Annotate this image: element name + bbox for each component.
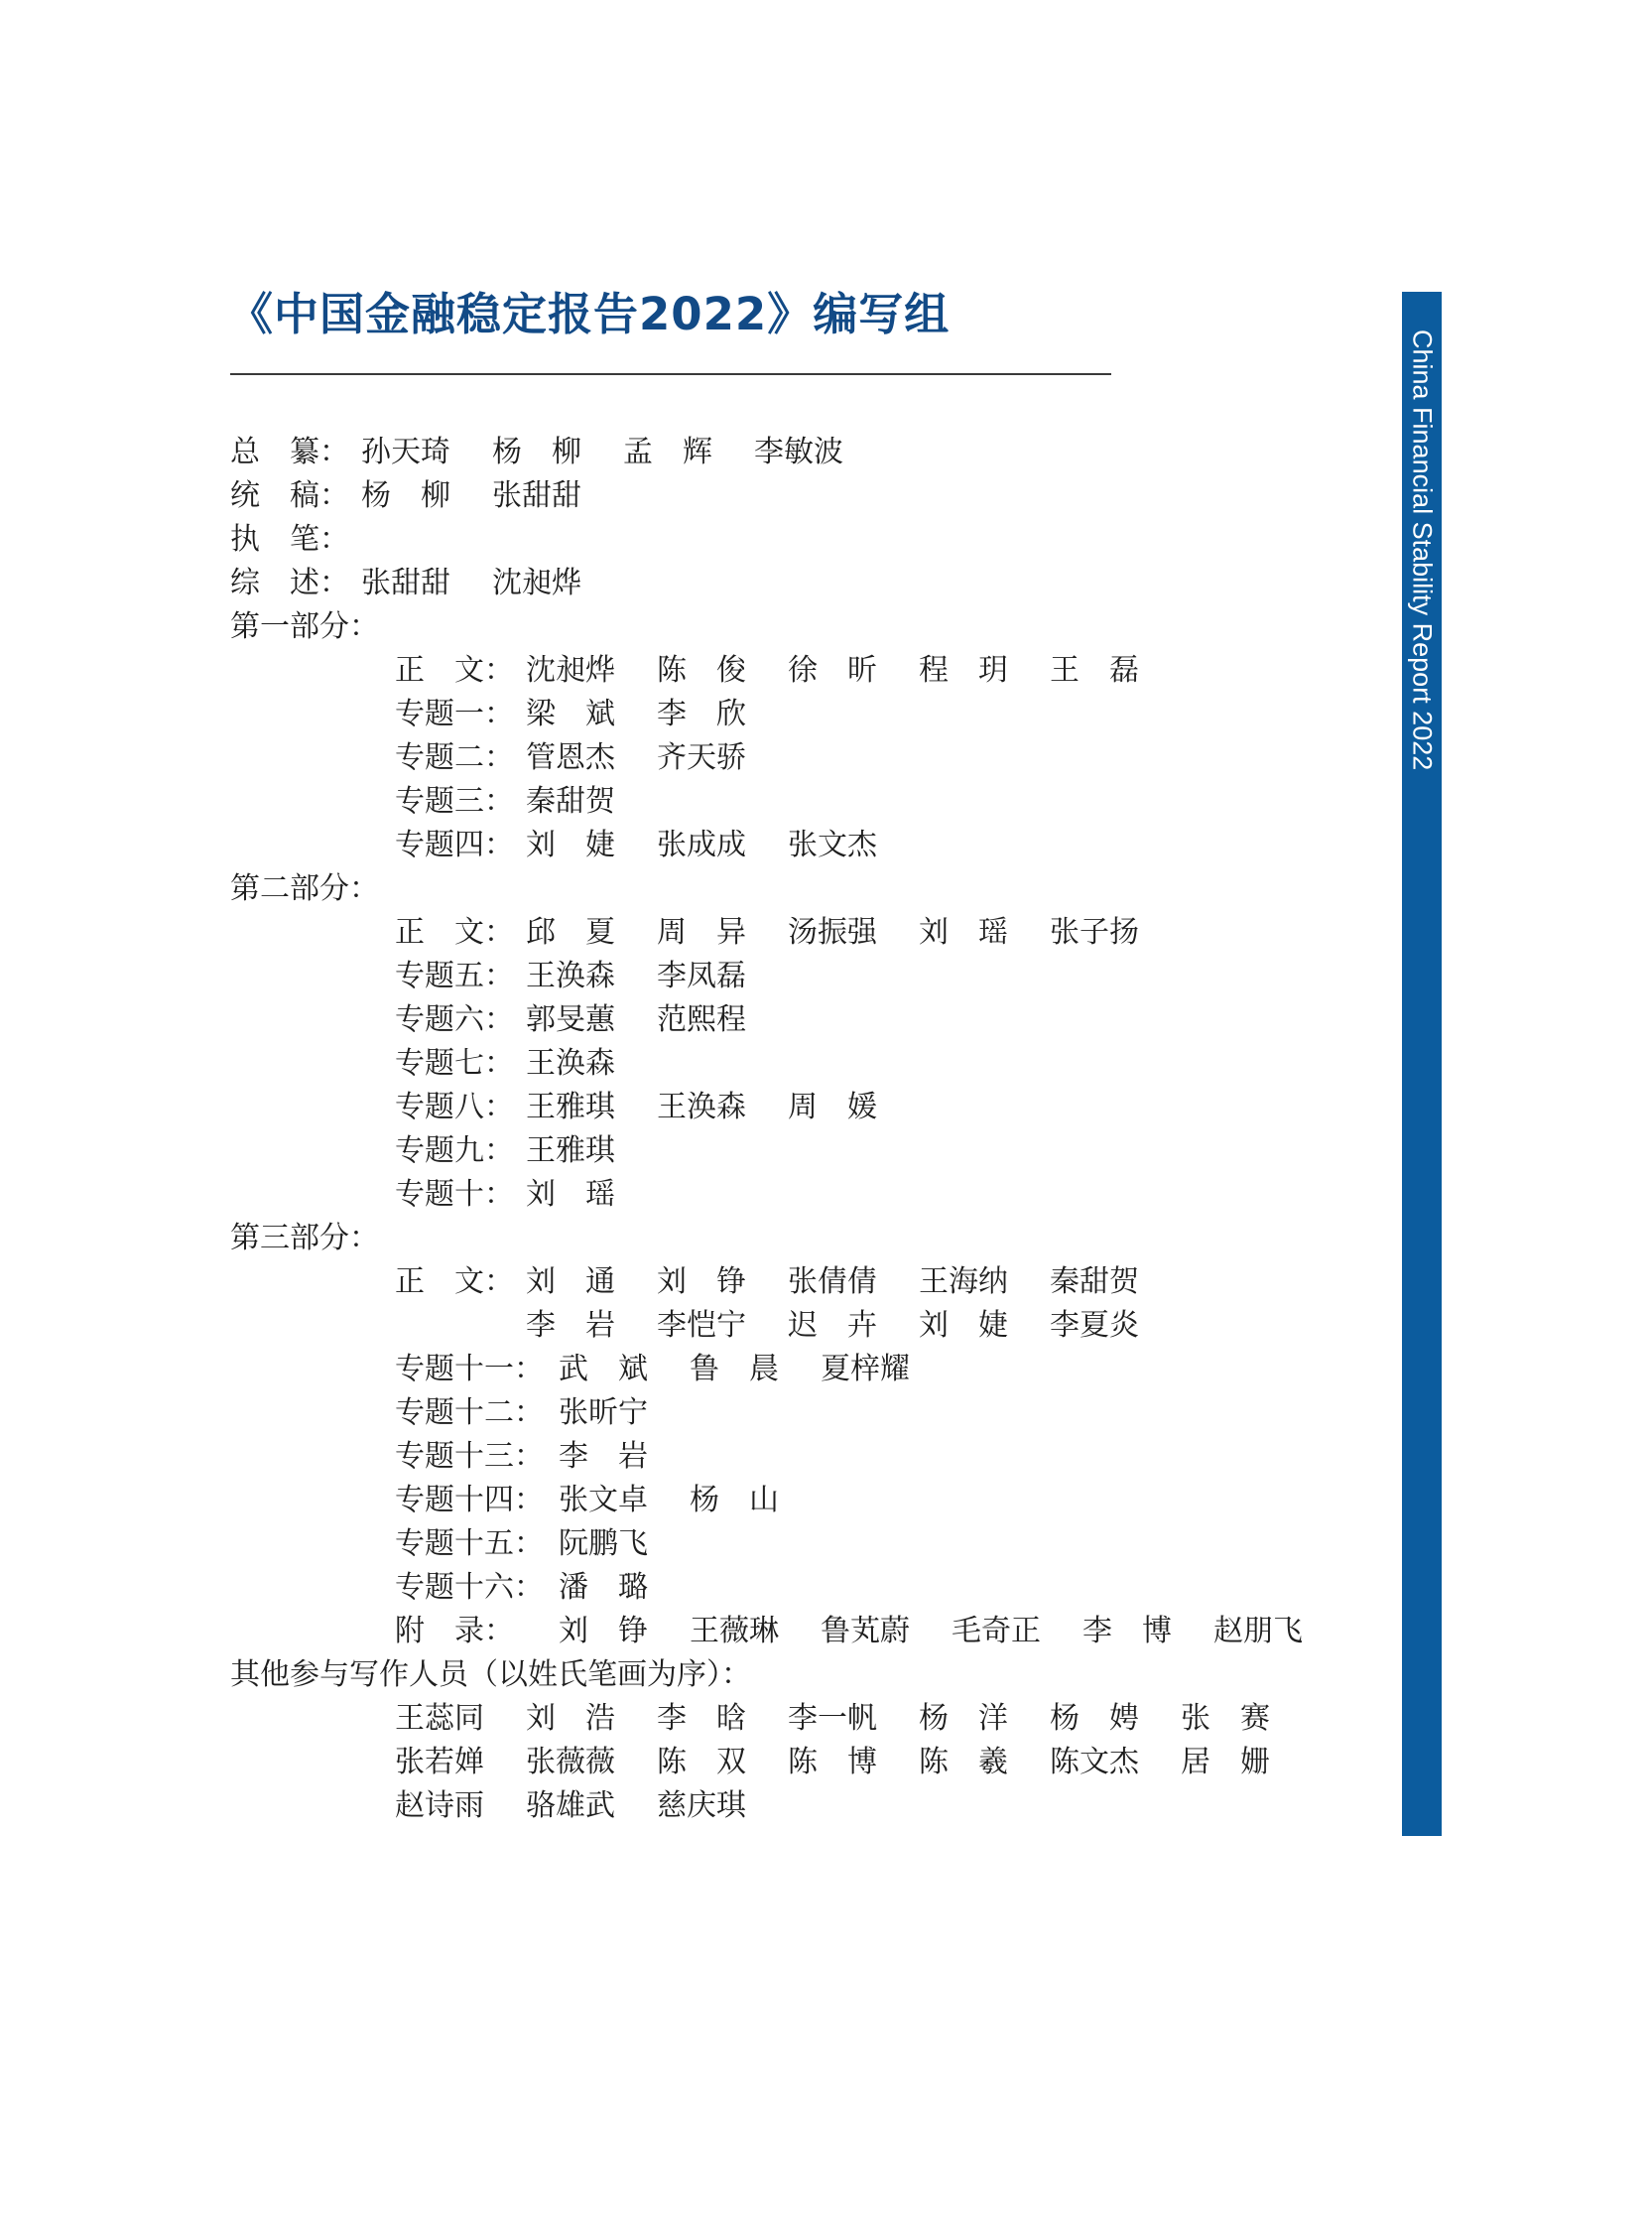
name-group <box>559 1479 779 1522</box>
person-name: 王涣森 <box>526 1046 615 1081</box>
person-name: 王 磊 <box>1050 653 1139 688</box>
person-name: 刘 婕 <box>526 828 615 862</box>
person-name: 刘 通 <box>526 1264 615 1299</box>
part-heading-3 <box>230 1217 379 1260</box>
role-label: 总 纂： <box>230 435 349 469</box>
person-name: 刘 铮 <box>657 1264 746 1299</box>
role-line-part2-main <box>395 911 1139 955</box>
person-name: 邱 夏 <box>526 915 615 950</box>
name-group <box>559 1522 648 1566</box>
person-name: 孙天琦 <box>361 435 450 469</box>
person-name: 沈昶烨 <box>526 653 615 688</box>
person-name: 王薇琳 <box>690 1614 779 1648</box>
role-label: 专题十六： <box>395 1570 544 1605</box>
person-name: 杨 柳 <box>492 435 581 469</box>
person-name: 李 岩 <box>559 1439 648 1474</box>
person-name: 张若婵 <box>395 1745 484 1779</box>
person-name: 张甜甜 <box>361 566 450 600</box>
person-name: 刘 瑶 <box>919 915 1008 950</box>
role-label: 正 文： <box>395 653 514 688</box>
person-name: 刘 浩 <box>526 1701 615 1736</box>
person-name: 陈文杰 <box>1050 1745 1139 1779</box>
role-label: 专题十三： <box>395 1439 544 1474</box>
role-line-topic-7 <box>395 1042 615 1086</box>
person-name: 杨 娉 <box>1050 1701 1139 1736</box>
person-name: 杨 柳 <box>361 478 450 513</box>
name-group <box>395 1741 1270 1784</box>
person-name: 李凤磊 <box>657 959 746 993</box>
person-name: 王涣森 <box>526 959 615 993</box>
person-name: 李 晗 <box>657 1701 746 1736</box>
name-group <box>526 1129 615 1173</box>
person-name: 郭旻蕙 <box>526 1002 615 1037</box>
name-group <box>526 824 877 867</box>
person-name: 范熙程 <box>657 1002 746 1037</box>
person-name: 秦甜贺 <box>1050 1264 1139 1299</box>
person-name: 毛奇正 <box>952 1614 1041 1648</box>
person-name: 赵朋飞 <box>1213 1614 1303 1648</box>
name-group <box>361 474 581 518</box>
person-name: 陈 羲 <box>919 1745 1008 1779</box>
name-group <box>395 1784 746 1828</box>
person-name: 孟 辉 <box>623 435 712 469</box>
name-group <box>526 1086 877 1129</box>
role-label: 专题二： <box>395 740 514 775</box>
role-line-appendix <box>395 1610 1303 1653</box>
person-name: 梁 斌 <box>526 697 615 731</box>
role-label: 专题十五： <box>395 1526 544 1561</box>
name-group <box>526 736 746 780</box>
role-line-topic-12 <box>395 1391 648 1435</box>
side-label <box>1391 329 1438 771</box>
person-name: 刘 婕 <box>919 1308 1008 1343</box>
part-label: 第三部分： <box>230 1221 379 1255</box>
other-contributors-row-2 <box>395 1741 1270 1784</box>
role-line-part3-main <box>395 1260 1139 1304</box>
name-group <box>526 955 746 998</box>
part-heading-1 <box>230 605 379 649</box>
person-name: 陈 俊 <box>657 653 746 688</box>
section-label: 其他参与写作人员（以姓氏笔画为序）： <box>230 1657 751 1692</box>
role-line-final-editor <box>230 474 581 518</box>
person-name: 齐天骄 <box>657 740 746 775</box>
name-group <box>361 431 843 474</box>
person-name: 刘 铮 <box>559 1614 648 1648</box>
person-name: 张薇薇 <box>526 1745 615 1779</box>
role-label: 专题十一： <box>395 1352 544 1386</box>
person-name: 程 玥 <box>919 653 1008 688</box>
role-line-topic-8 <box>395 1086 877 1129</box>
role-label: 正 文： <box>395 1264 514 1299</box>
part-label: 第二部分： <box>230 871 379 906</box>
other-contributors-heading <box>230 1653 751 1697</box>
person-name: 赵诗雨 <box>395 1788 484 1823</box>
name-group <box>526 649 1139 693</box>
name-group <box>559 1566 648 1610</box>
role-line-topic-15 <box>395 1522 648 1566</box>
role-line-topic-4 <box>395 824 877 867</box>
name-group <box>526 1260 1139 1304</box>
person-name: 汤振强 <box>788 915 877 950</box>
name-group <box>526 911 1139 955</box>
role-label: 专题四： <box>395 828 514 862</box>
name-group <box>559 1391 648 1435</box>
role-line-writers <box>230 518 361 562</box>
person-name: 王涣森 <box>657 1090 746 1124</box>
person-name: 李恺宁 <box>657 1308 746 1343</box>
person-name: 迟 卉 <box>788 1308 877 1343</box>
part-label: 第一部分： <box>230 609 379 644</box>
person-name: 潘 璐 <box>559 1570 648 1605</box>
person-name: 管恩杰 <box>526 740 615 775</box>
role-label: 统 稿： <box>230 478 349 513</box>
role-label: 专题六： <box>395 1002 514 1037</box>
role-label: 正 文： <box>395 915 514 950</box>
role-label: 专题八： <box>395 1090 514 1124</box>
role-line-topic-3 <box>395 780 615 824</box>
person-name: 王蕊同 <box>395 1701 484 1736</box>
person-name: 张昕宁 <box>559 1395 648 1430</box>
person-name: 夏梓耀 <box>821 1352 910 1386</box>
person-name: 杨 洋 <box>919 1701 1008 1736</box>
role-label: 专题一： <box>395 697 514 731</box>
role-label: 专题十四： <box>395 1483 544 1517</box>
role-line-topic-2 <box>395 736 746 780</box>
person-name: 李夏炎 <box>1050 1308 1139 1343</box>
role-line-topic-6 <box>395 998 746 1042</box>
part-heading-2 <box>230 867 379 911</box>
person-name: 陈 双 <box>657 1745 746 1779</box>
person-name: 张甜甜 <box>492 478 581 513</box>
person-name: 李 博 <box>1082 1614 1172 1648</box>
person-name: 张文杰 <box>788 828 877 862</box>
person-name: 鲁 晨 <box>690 1352 779 1386</box>
role-line-topic-9 <box>395 1129 615 1173</box>
role-label: 专题三： <box>395 784 514 819</box>
role-label: 专题九： <box>395 1133 514 1168</box>
name-group <box>526 693 746 736</box>
role-label: 专题十二： <box>395 1395 544 1430</box>
person-name: 李 岩 <box>526 1308 615 1343</box>
person-name: 鲁芄蔚 <box>821 1614 910 1648</box>
person-name: 骆雄武 <box>526 1788 615 1823</box>
person-name: 秦甜贺 <box>526 784 615 819</box>
role-line-part3-main-cont <box>526 1304 1139 1348</box>
person-name: 刘 瑶 <box>526 1177 615 1212</box>
role-label: 执 笔： <box>230 522 349 557</box>
role-label: 综 述： <box>230 566 349 600</box>
person-name: 张子扬 <box>1050 915 1139 950</box>
other-contributors-row-1 <box>395 1697 1270 1741</box>
name-group <box>559 1610 1303 1653</box>
role-line-chief-editor <box>230 431 843 474</box>
person-name: 沈昶烨 <box>492 566 581 600</box>
person-name: 周 异 <box>657 915 746 950</box>
person-name: 武 斌 <box>559 1352 648 1386</box>
person-name: 王雅琪 <box>526 1133 615 1168</box>
person-name: 居 姗 <box>1181 1745 1270 1779</box>
person-name: 张文卓 <box>559 1483 648 1517</box>
role-label: 专题七： <box>395 1046 514 1081</box>
role-line-topic-13 <box>395 1435 648 1479</box>
person-name: 李 欣 <box>657 697 746 731</box>
person-name: 王海纳 <box>919 1264 1008 1299</box>
person-name: 张成成 <box>657 828 746 862</box>
name-group <box>526 1304 1139 1348</box>
role-line-part1-main <box>395 649 1139 693</box>
role-label: 专题五： <box>395 959 514 993</box>
role-line-topic-11 <box>395 1348 910 1391</box>
name-group <box>526 1042 615 1086</box>
title-divider <box>230 373 1111 375</box>
page-title: 《中国金融稳定报告2022》编写组 <box>228 288 951 340</box>
person-name: 慈庆琪 <box>657 1788 746 1823</box>
name-group <box>395 1697 1270 1741</box>
role-line-topic-10 <box>395 1173 615 1217</box>
name-group <box>559 1435 648 1479</box>
person-name: 李一帆 <box>788 1701 877 1736</box>
person-name: 王雅琪 <box>526 1090 615 1124</box>
role-line-topic-1 <box>395 693 746 736</box>
name-group <box>526 1173 615 1217</box>
name-group <box>526 998 746 1042</box>
other-contributors-row-3 <box>395 1784 746 1828</box>
person-name: 周 媛 <box>788 1090 877 1124</box>
person-name: 张 赛 <box>1181 1701 1270 1736</box>
role-label: 附 录： <box>395 1614 514 1648</box>
name-group <box>559 1348 910 1391</box>
person-name: 陈 博 <box>788 1745 877 1779</box>
role-line-topic-14 <box>395 1479 779 1522</box>
name-group <box>526 780 615 824</box>
name-group <box>361 562 581 605</box>
person-name: 杨 山 <box>690 1483 779 1517</box>
person-name: 徐 昕 <box>788 653 877 688</box>
role-line-topic-5 <box>395 955 746 998</box>
role-label: 专题十： <box>395 1177 514 1212</box>
role-line-overview <box>230 562 581 605</box>
person-name: 张倩倩 <box>788 1264 877 1299</box>
side-label-text: China Financial Stability Report 2022 <box>1407 329 1438 771</box>
role-line-topic-16 <box>395 1566 648 1610</box>
person-name: 李敏波 <box>754 435 843 469</box>
person-name: 阮鹏飞 <box>559 1526 648 1561</box>
